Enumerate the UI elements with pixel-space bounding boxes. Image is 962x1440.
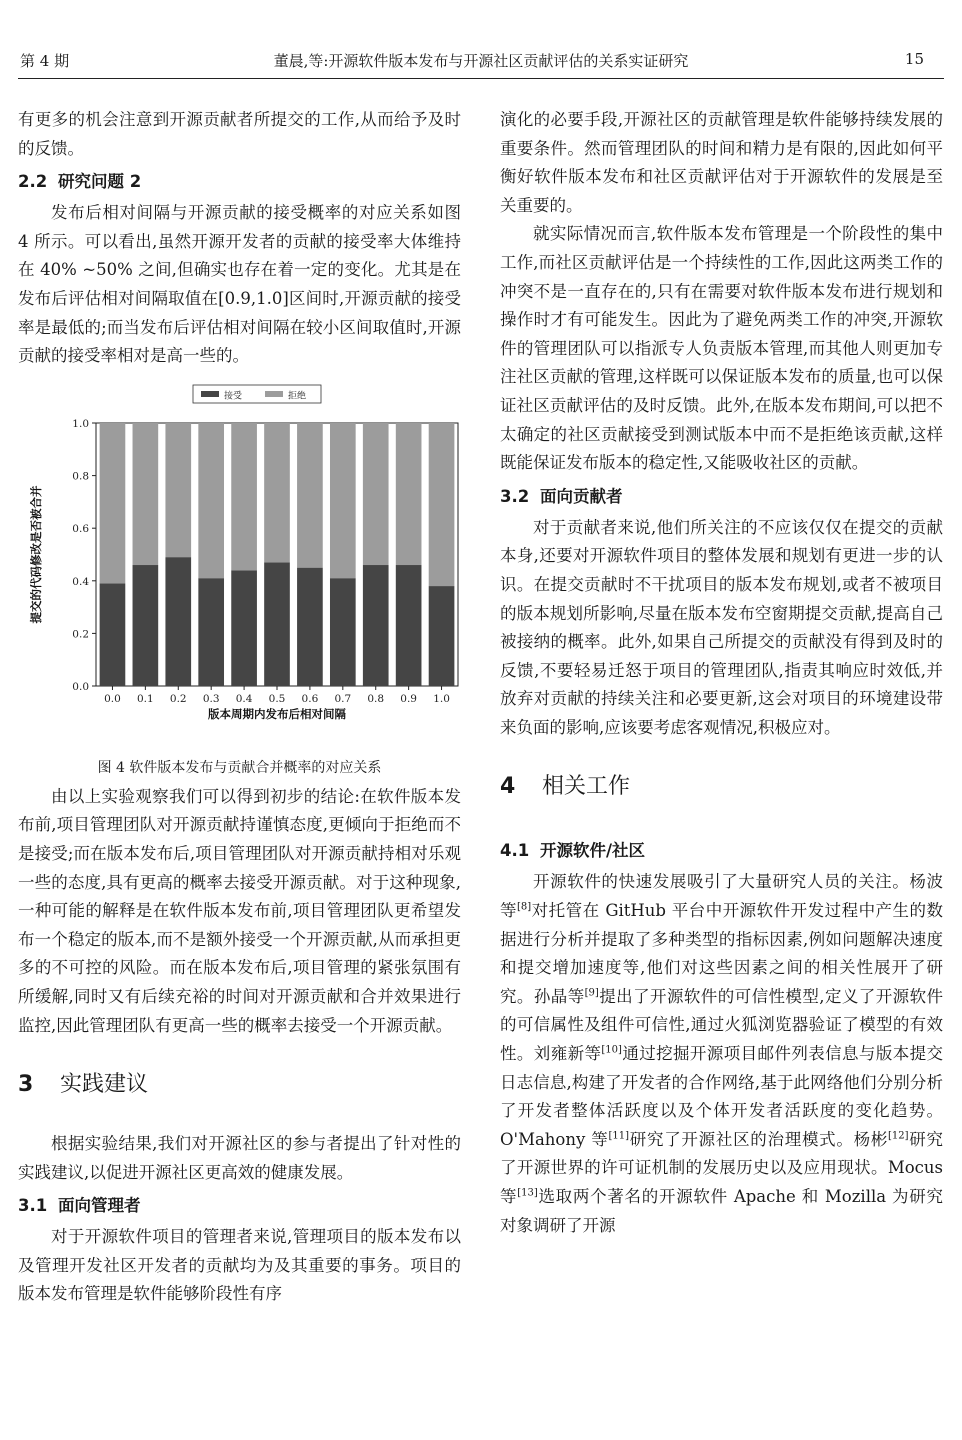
paragraph: 演化的必要手段,开源社区的贡献管理是软件能够持续发展的重要条件。然而管理团队的时间和精力是有限的,因此如何平衡好软件版本发布和社区贡献评估对于开源软件的发展是至关重要的。 — [500, 110, 943, 215]
bar-segment — [330, 578, 356, 686]
x-tick-label: 0.9 — [400, 692, 417, 705]
section-number: 4 — [500, 774, 516, 800]
bar-segment — [363, 423, 389, 565]
citation[interactable]: [8] — [517, 901, 532, 913]
section-title: 面向贡献者 — [540, 486, 623, 506]
bar-segment — [198, 578, 224, 686]
running-title: 董晨,等:开源软件版本发布与开源社区贡献评估的关系实证研究 — [273, 52, 689, 70]
y-axis-label: 提交的代码修改是否被合并 — [29, 485, 43, 624]
bar-segment — [330, 423, 356, 578]
bar-segment — [297, 567, 323, 685]
legend-swatch — [265, 391, 283, 397]
bar-segment — [100, 583, 126, 686]
section-title: 开源软件/社区 — [540, 841, 646, 861]
stacked-bar-chart — [18, 381, 461, 761]
section-heading-4-1 — [500, 836, 943, 866]
issue-label: 第 4 期 — [20, 52, 70, 70]
section-title: 研究问题 2 — [58, 172, 142, 192]
figure-4 — [18, 381, 461, 761]
bar-segment — [396, 565, 422, 686]
y-tick-label: 1.0 — [72, 417, 89, 430]
bar-segment — [429, 423, 455, 586]
text-run: 开源软件的快速发展吸引了大量研究人员的关注。杨波等 — [500, 872, 943, 921]
section-heading-3 — [18, 1068, 461, 1102]
x-tick-label: 0.5 — [268, 692, 286, 705]
section-title: 相关工作 — [542, 774, 631, 800]
page-number: 15 — [904, 50, 924, 68]
paragraph: 根据实验结果,我们对开源社区的参与者提出了针对性的实践建议,以促进开源社区更高效的健康发展。 — [18, 1134, 461, 1182]
y-tick-label: 0.4 — [72, 575, 89, 588]
bar-segment — [264, 423, 290, 562]
x-tick-label: 0.7 — [334, 692, 352, 705]
x-tick-label: 0.3 — [202, 692, 220, 705]
bar-segment — [100, 423, 126, 583]
paragraph: 就实际情况而言,软件版本发布管理是一个阶段性的集中工作,而社区贡献评估是一个持续性的工作,因此这两类工作的冲突不是一直存在的,只有在需要对软件版本发布进行规划和操作时才有可能发生。因此为了避免两类工作的冲突,开源软件的管理团队可以指派专人负责版本管理,而其他人则更加专注社区贡献的管理,这样既可以保证版本发布的质量,也可以保证社区贡献评估的及时反馈。此外,在版本发布期间,可以把不太确定的社区贡献接受到测试版本中而不是拒绝该贡献,这样既能保证发布版本的稳定性,又能吸收社区的贡献。 — [500, 224, 943, 473]
bar-segment — [231, 570, 257, 686]
citation[interactable]: [9] — [584, 987, 599, 999]
paragraph: 由以上实验观察我们可以得到初步的结论:在软件版本发布前,项目管理团队对开源贡献持谨慎态度,更倾向于拒绝而不是接受;而在版本发布后,项目管理团队对开源贡献持相对乐观一些的态度,具有更高的概率去接受开源贡献。对于这种现象,一种可能的解释是在软件版本发布前,项目管理团队更希望发布一个稳定的版本,而不是额外接受一个开源贡献,从而承担更多的不可控的风险。而在版本发布后,项目管理的紧张氛围有所缓解,同时又有后续充裕的时间对开源贡献和合并效果进行监控,因此管理团队有更高一些的概率去接受一个开源贡献。 — [18, 786, 461, 1035]
bar-segment — [363, 565, 389, 686]
section-heading-4 — [500, 770, 943, 804]
paragraph: 发布后相对间隔与开源贡献的接受概率的对应关系如图 4 所示。可以看出,虽然开源开发者的贡献的接受率大体维持在 40% ~50% 之间,但确实也存在着一定的变化。尤其是在发布后评估相对间隔取值在[0.9,1.0]区间时,开源贡献的接受率是最低的;而当发布后评估相对间隔在较小区间取值时,开源贡献的接受率相对是高一些的。 — [18, 203, 461, 366]
citation[interactable]: [10] — [601, 1044, 622, 1056]
y-tick-label: 0.0 — [72, 680, 89, 693]
x-tick-label: 0.6 — [301, 692, 319, 705]
x-tick-label: 0.1 — [137, 692, 154, 705]
section-heading-2-2 — [18, 167, 461, 197]
x-tick-label: 0.4 — [235, 692, 253, 705]
x-tick-label: 0.8 — [367, 692, 385, 705]
bar-segment — [198, 423, 224, 578]
citation[interactable]: [11] — [608, 1130, 630, 1142]
text-run: 研究了开源世界的许可证机制的发展历史以及应用现状。Mocus 等 — [500, 1129, 943, 1206]
y-tick-label: 0.8 — [72, 470, 89, 483]
section-heading-3-1 — [18, 1191, 461, 1221]
bar-segment — [429, 586, 455, 686]
citation[interactable]: [12] — [888, 1130, 909, 1142]
x-tick-label: 0.0 — [104, 692, 121, 705]
x-tick-label: 0.2 — [169, 692, 187, 705]
text-run: 通过挖掘开源项目邮件列表信息与版本提交日志信息,构建了开发者的合作网络,基于此网络他们分别分析了开发者整体活跃度以及个体开发者活跃度的变化趋势。O'Mahony 等 — [500, 1044, 944, 1149]
section-heading-3-2 — [500, 482, 943, 512]
bar-segment — [231, 423, 257, 570]
paragraph: 对于贡献者来说,他们所关注的不应该仅仅在提交的贡献本身,还要对开源软件项目的整体发展和规划有更进一步的认识。在提交贡献时不干扰项目的版本发布规划,或者不被项目的版本规划所影响,尽量在版本发布空窗期提交贡献,提高自己被接纳的概率。此外,如果自己所提交的贡献没有得到及时的反馈,不要轻易迁怒于项目的管理团队,指责其响应时效低,并放弃对贡献的持续关注和必要更新,这会对项目的环境建设带来负面的影响,应该要考虑客观情况,积极应对。 — [500, 517, 943, 737]
bar-segment — [165, 557, 191, 686]
text-run: 对托管在 GitHub 平台中开源软件开发过程中产生的数据进行分析并提取了多种类型的指标因素,例如问题解决速度和提交增加速度等,他们对这些因素之间的相关性展开了研究。孙晶等 — [500, 901, 944, 1006]
y-tick-label: 0.6 — [72, 522, 89, 535]
legend-label: 接受 — [224, 391, 243, 402]
section-title: 面向管理者 — [58, 1196, 141, 1216]
section-title: 实践建议 — [60, 1072, 149, 1098]
section-number: 4.1 — [500, 841, 530, 861]
bar-segment — [264, 562, 290, 686]
bar-segment — [297, 423, 323, 568]
y-tick-label: 0.2 — [72, 628, 89, 641]
legend-label: 拒绝 — [288, 391, 307, 402]
section-number: 3 — [18, 1072, 34, 1098]
bar-segment — [396, 423, 422, 565]
figure-caption: 图 4 软件版本发布与贡献合并概率的对应关系 — [97, 759, 382, 776]
left-column — [18, 106, 461, 1309]
legend-swatch — [201, 391, 219, 397]
section-number: 2.2 — [18, 172, 48, 192]
section-number: 3.1 — [18, 1196, 48, 1216]
text-run: 提出了开源软件的可信性模型,定义了开源软件的可信属性及组件可信性,通过火狐浏览器验证了模型的有效性。刘雍新等 — [500, 986, 944, 1064]
paragraph: 对于开源软件项目的管理者来说,管理项目的版本发布以及管理开发社区开发者的贡献均为及其重要的事务。项目的版本发布管理是软件能够阶段性有序 — [18, 1227, 461, 1304]
header-rule — [18, 78, 944, 79]
citation[interactable]: [13] — [517, 1187, 538, 1199]
section-number: 3.2 — [500, 486, 530, 506]
x-tick-label: 1.0 — [433, 692, 450, 705]
paragraph: 有更多的机会注意到开源贡献者所提交的工作,从而给予及时的反馈。 — [18, 110, 461, 158]
paragraph — [500, 868, 943, 1240]
bar-segment — [165, 423, 191, 557]
text-run: 研究了开源社区的治理模式。杨彬 — [629, 1129, 889, 1149]
right-column — [500, 106, 943, 1240]
bar-segment — [133, 423, 159, 565]
x-axis-label: 版本周期内发布后相对间隔 — [208, 706, 346, 721]
bar-segment — [133, 565, 159, 686]
text-run: 选取两个著名的开源软件 Apache 和 Mozilla 为研究对象调研了开源 — [500, 1187, 943, 1235]
